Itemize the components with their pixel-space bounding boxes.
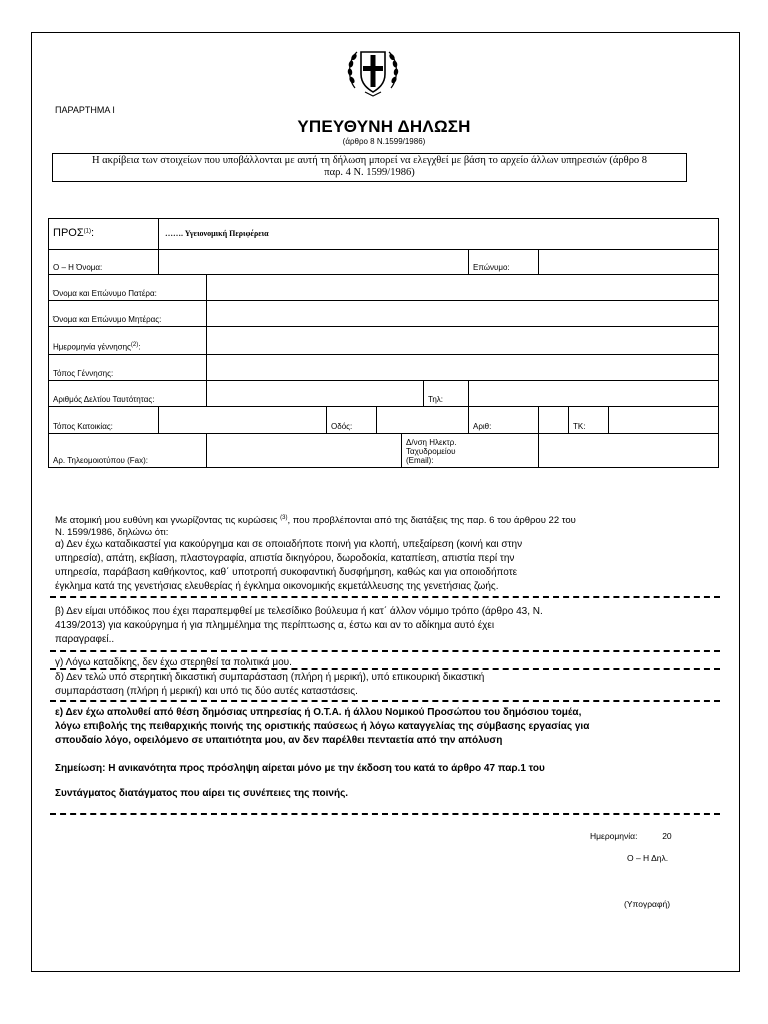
date-row [590, 831, 672, 841]
clause-a [55, 538, 720, 594]
separator-line [50, 813, 720, 815]
number-label: Αριθ: [469, 407, 539, 434]
note-line-2: Συντάγματος διατάγματος που αίρει τις συνέπειες της ποινής. [55, 788, 349, 799]
clause-d [55, 671, 720, 699]
clause-e [55, 706, 720, 748]
clause-line: δ) Δεν τελώ υπό στερητική δικαστική συμπαράσταση (πλήρη ή μερική), υπό επικουρική δικαστική [55, 672, 485, 683]
accuracy-notice [52, 153, 687, 182]
mother-name-field[interactable] [207, 301, 719, 327]
intro-text: , που προβλέπονται από της διατάξεις της παρ. 6 του άρθρου 22 του [287, 515, 576, 527]
document-title: ΥΠΕΥΘΥΝΗ ΔΗΛΩΣΗ [297, 117, 471, 136]
clause-line: ε) Δεν έχω απολυθεί από θέση δημόσιας υπηρεσίας ή Ο.Τ.Α. ή άλλου Νομικού Προσώπου του δημόσιου τομέα, [55, 707, 582, 718]
email-label-line: Δ/νση Ηλεκτρ. [406, 438, 457, 447]
clause-line: λόγω επιβολής της πειθαρχικής ποινής της οριστικής παύσεως ή λόγω καταγγελίας της σύμβασης εργασίας για [55, 721, 590, 732]
greek-coat-of-arms [345, 44, 401, 98]
pros-label-colon: : [90, 227, 95, 239]
father-name-field[interactable] [207, 275, 719, 301]
declaration-intro [55, 512, 720, 539]
id-card-field[interactable] [207, 381, 424, 407]
birthdate-colon: : [138, 343, 141, 352]
surname-field[interactable] [539, 250, 719, 275]
pros-label-cell [49, 219, 159, 250]
fax-label: Αρ. Τηλεομοιοτύπου (Fax): [49, 434, 207, 468]
separator-line [50, 650, 720, 652]
birthdate-field[interactable] [207, 327, 719, 355]
father-name-label: Όνομα και Επώνυμο Πατέρα: [49, 275, 207, 301]
note-line-1: Σημείωση: Η ανικανότητα προς πρόσληψη αίρεται μόνο με την έκδοση του κατά το άρθρο 47 παρ.1 του [55, 763, 545, 774]
name-label: Ο – Η Όνομα: [49, 250, 159, 275]
separator-line [50, 668, 720, 670]
recipient-field[interactable] [159, 219, 719, 250]
clause-b [55, 605, 720, 647]
notice-line: Η ακρίβεια των στοιχείων που υποβάλλονται με αυτή τη δήλωση μπορεί να ελεγχθεί με βάση το αρχείο άλλων υπηρεσιών (άρθρο 8 [91, 155, 648, 166]
surname-label: Επώνυμο: [469, 250, 539, 275]
clause-line: υπηρεσία), απάτη, εκβίαση, πλαστογραφία, απιστία δικηγόρου, δωροδοκία, καταπίεση, απιστία περί την [55, 553, 515, 564]
residence-label: Τόπος Κατοικίας: [49, 407, 159, 434]
name-field[interactable] [159, 250, 469, 275]
intro-line [55, 512, 720, 527]
mother-name-label: Όνομα και Επώνυμο Μητέρας: [49, 301, 207, 327]
footnote-ref: (2) [130, 342, 139, 349]
pros-label: ΠΡΟΣ [53, 227, 84, 239]
declarant-label: Ο – Η Δηλ. [627, 853, 669, 863]
residence-field[interactable] [159, 407, 327, 434]
clause-line: γ) Λόγω καταδίκης, δεν έχω στερηθεί τα πολιτικά μου. [55, 657, 292, 668]
notice-line: παρ. 4 Ν. 1599/1986) [324, 167, 415, 178]
phone-label: Τηλ: [424, 381, 469, 407]
email-field[interactable] [539, 434, 719, 468]
birthplace-label: Τόπος Γέννησης: [49, 355, 207, 381]
clause-line: 4139/2013) για κακούργημα ή για πλημμέλημα της περίπτωσης α, έστω και αν το αδίκημα αυτό έχει [55, 620, 495, 631]
birthplace-field[interactable] [207, 355, 719, 381]
clause-line: παραγραφεί.. [55, 634, 115, 645]
clause-line: υπηρεσία, παράβαση καθήκοντος, καθ΄ υποτροπή συκοφαντική δυσφήμηση, καθώς και για οποιοδήποτε [55, 567, 518, 578]
separator-line [50, 596, 720, 598]
email-label-line: (Email): [406, 456, 434, 465]
footnote-ref: (1) [83, 228, 91, 235]
separator-line [50, 700, 720, 702]
declarant-details-form [48, 218, 719, 468]
footnote-ref: (3) [280, 515, 288, 521]
id-card-label: Αριθμός Δελτίου Ταυτότητας: [49, 381, 207, 407]
birthdate-label: Ημερομηνία γέννησης [53, 343, 131, 352]
number-field[interactable] [539, 407, 569, 434]
clause-line: συμπαράσταση (πλήρη ή μερική) και υπό τις δύο αυτές καταστάσεις. [55, 686, 358, 697]
date-label: Ημερομηνία: [590, 831, 638, 841]
signature-label: (Υπογραφή) [624, 899, 671, 909]
intro-line: Ν. 1599/1986, δηλώνω ότι: [55, 527, 169, 539]
document-subtitle: (άρθρο 8 Ν.1599/1986) [342, 137, 426, 146]
postcode-field[interactable] [609, 407, 719, 434]
clause-line: έγκλημα κατά της γενετήσιας ελευθερίας ή έγκλημα οικονομικής εκμετάλλευσης της γενετήσιας ζωής. [55, 581, 499, 592]
email-label-line: Ταχυδρομείου [406, 447, 456, 456]
birthdate-label-cell [49, 327, 207, 355]
date-year[interactable]: 20 [662, 831, 672, 841]
annex-label: ΠΑΡΑΡΤΗΜΑ Ι [55, 105, 115, 115]
phone-field[interactable] [469, 381, 719, 407]
clause-line: β) Δεν είμαι υπόδικος που έχει παραπεμφθεί με τελεσίδικο βούλευμα ή κατ΄ άλλον νόμιμο τρόπο (άρθρο 43, Ν. [55, 606, 543, 617]
postcode-label: ΤΚ: [569, 407, 609, 434]
email-label-cell [402, 434, 539, 468]
fax-field[interactable] [207, 434, 402, 468]
street-label: Οδός: [327, 407, 377, 434]
intro-text: Με ατομική μου ευθύνη και γνωρίζοντας τις κυρώσεις [55, 515, 281, 527]
recipient-value: ……. Υγειονομική Περιφέρεια [165, 228, 269, 238]
clause-line: α) Δεν έχω καταδικαστεί για κακούργημα και σε οποιαδήποτε ποινή για κλοπή, υπεξαίρεση (κοινή και στην [55, 539, 523, 550]
street-field[interactable] [377, 407, 469, 434]
clause-line: σπουδαίο λόγο, οφειλόμενο σε υπαιτιότητα μου, αν δεν παρέλθει πενταετία από την απόλυση [55, 735, 503, 746]
